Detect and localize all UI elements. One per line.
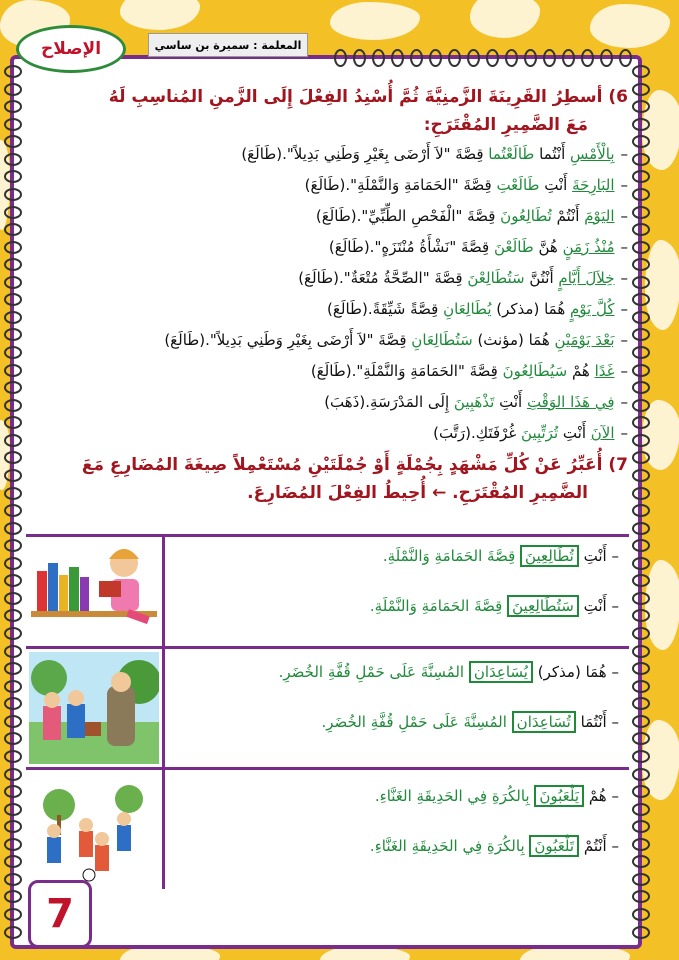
answer-line: –بَعْدَ يَوْمَيْنِ هُمَا (مؤنث) سَتُطَالِعَانِ قِصَّةَ "لاَ أَرْضَى بِغَيْرِ وَطَنِي بَدِيلاً".(طَالَعَ)	[164, 331, 628, 349]
conjugated-verb: سَتُطَالِعْنَ	[467, 269, 525, 287]
pronoun: أَنْتِ	[583, 597, 607, 615]
conjugated-verb: يُطَالِعَانِ	[443, 300, 492, 318]
circled-verb: تَلْعَبُونَ	[529, 835, 579, 857]
children-playing-football-illustration	[26, 772, 162, 888]
time-marker: كُلَّ يَوْمٍ	[570, 300, 615, 318]
answer-lines	[48, 139, 628, 449]
time-marker: البَارِحَةَ	[572, 176, 615, 194]
line-rest: قِصَّةَ "الْفَحْصِ الطِّبِّيِّ".(طَالَعَ)	[315, 207, 501, 225]
line-rest: إِلَى المَدْرَسَةِ.(ذَهَبَ)	[324, 393, 454, 411]
sentence-rest: بِالكُرَةِ فِي الحَدِيقَةِ الغَنَّاءِ.	[369, 837, 525, 855]
line-rest: قِصَّةَ "نَشْأَةُ مُنْتَزَهٍ".(طَالَعَ)	[328, 238, 494, 256]
conjugated-verb: طَالَعْتُما	[488, 145, 535, 163]
circled-verb: سَتُطَالِعِينَ	[507, 595, 579, 617]
girl-reading-illustration	[26, 538, 162, 644]
pronoun: هُنَّ	[533, 238, 563, 256]
scene-sentence: – أَنْتِ سَتُطَالِعِينَ قِصَّةَ الحَمَامَةِ وَالنَّمْلَةِ.	[369, 597, 619, 615]
circled-verb: تُسَاعِدَانِ	[512, 711, 576, 733]
line-rest: قِصَّةَ "الحَمَامَةِ وَالنَّمْلَةِ".(طَالَعَ)	[310, 362, 503, 380]
correction-badge: الإصلاح	[16, 25, 126, 73]
answer-line: –غَدًا هُمْ سَيُطَالِعُونَ قِصَّةَ "الحَمَامَةِ وَالنَّمْلَةِ".(طَالَعَ)	[310, 362, 628, 380]
scene-sentence: – هُمَا (مذكر) يُسَاعِدَانِ المُسِنَّةَ عَلَى حَمْلِ قُفَّةِ الخُضَرِ.	[278, 663, 619, 681]
sentence-rest: قِصَّةَ الحَمَامَةِ وَالنَّمْلَةِ.	[382, 547, 516, 565]
question-6-title-cont: مَعَ الضَّمِيرِ المُقْتَرَحِ:	[423, 115, 588, 135]
circled-verb: تُطَالِعِينَ	[520, 545, 579, 567]
line-rest: غُرْفَتَكِ.(رَتَّبَ)	[433, 424, 522, 442]
pronoun: أَنْتِ	[539, 176, 573, 194]
sentence-rest: المُسِنَّةَ عَلَى حَمْلِ قُفَّةِ الخُضَرِ.	[278, 663, 465, 681]
answer-line: –بِالْأَمْسِ أَنْتُما طَالَعْتُما قِصَّةَ "لاَ أَرْضَى بِغَيْرِ وَطَنِي بَدِيلاً".(طَالَعَ)	[241, 145, 628, 163]
spiral-binding-top	[334, 49, 632, 65]
conjugated-verb: طَالَعْنَ	[493, 238, 534, 256]
time-marker: غَدًا	[594, 362, 615, 380]
line-rest: قِصَّةَ "لاَ أَرْضَى بِغَيْرِ وَطَنِي بَدِيلاً".(طَالَعَ)	[241, 145, 489, 163]
circled-verb: يُسَاعِدَانِ	[469, 661, 533, 683]
scenes-table	[26, 534, 629, 889]
scene-sentence: – أَنْتُمَا تُسَاعِدَانِ المُسِنَّةَ عَلَى حَمْلِ قُفَّةِ الخُضَرِ.	[321, 713, 619, 731]
circled-verb: يَلْعَبُونَ	[534, 785, 584, 807]
pronoun: هُمْ	[567, 362, 595, 380]
time-marker: بَعْدَ يَوْمَيْنِ	[554, 331, 615, 349]
line-rest: قِصَّةَ "الحَمَامَةِ وَالنَّمْلَةِ".(طَالَعَ)	[304, 176, 497, 194]
pronoun: أَنْتِ	[494, 393, 527, 411]
spiral-binding-left	[4, 65, 20, 939]
pronoun: أَنْتُنَّ	[524, 269, 559, 287]
pronoun: أَنْتِ	[558, 424, 591, 442]
answer-line: –الآنَ أَنْتِ تُرَتِّبِينَ غُرْفَتَكِ.(رَتَّبَ)	[433, 424, 628, 442]
answer-line: –خِلاَلَ أَيَّامٍ أَنْتُنَّ سَتُطَالِعْنَ قِصَّةَ "الصِّحَّةُ مُتْعَةٌ".(طَالَعَ)	[298, 269, 628, 287]
time-marker: الآنَ	[590, 424, 615, 442]
sentence-rest: المُسِنَّةَ عَلَى حَمْلِ قُفَّةِ الخُضَرِ.	[321, 713, 507, 731]
answer-line: –فِي هَذَا الوَقْتِ أَنْتِ تَذْهَبِينَ إِلَى المَدْرَسَةِ.(ذَهَبَ)	[324, 393, 628, 411]
conjugated-verb: تُطَالِعُونَ	[500, 207, 552, 225]
time-marker: اليَوْمَ	[584, 207, 615, 225]
time-marker: فِي هَذَا الوَقْتِ	[526, 393, 615, 411]
conjugated-verb: تُرَتِّبِينَ	[521, 424, 559, 442]
scene-sentence: – أَنْتِ تُطَالِعِينَ قِصَّةَ الحَمَامَةِ وَالنَّمْلَةِ.	[382, 547, 619, 565]
sentence-rest: بِالكُرَةِ فِي الحَدِيقَةِ الغَنَّاءِ.	[374, 787, 530, 805]
answer-line: –اليَوْمَ أَنْتُمْ تُطَالِعُونَ قِصَّةَ "الْفَحْصِ الطِّبِّيِّ".(طَالَعَ)	[315, 207, 628, 225]
page-number: 7	[28, 880, 92, 948]
answer-line: –البَارِحَةَ أَنْتِ طَالَعْتِ قِصَّةَ "الحَمَامَةِ وَالنَّمْلَةِ".(طَالَعَ)	[304, 176, 628, 194]
pronoun: هُمَا (مذكر)	[537, 663, 607, 681]
spiral-binding-right	[632, 65, 648, 939]
pronoun: أَنْتُمَا	[580, 713, 607, 731]
teacher-name: المعلمة : سميرة بن ساسي	[148, 33, 308, 57]
pronoun: هُمَا (مذكر)	[491, 300, 571, 318]
sentence-rest: قِصَّةَ الحَمَامَةِ وَالنَّمْلَةِ.	[369, 597, 503, 615]
children-helping-old-woman-illustration	[26, 650, 162, 766]
scene-sentence: – أَنْتُمْ تَلْعَبُونَ بِالكُرَةِ فِي الحَدِيقَةِ الغَنَّاءِ.	[369, 837, 619, 855]
scene-sentence: – هُمْ يَلْعَبُونَ بِالكُرَةِ فِي الحَدِيقَةِ الغَنَّاءِ.	[374, 787, 619, 805]
pronoun: هُمَا (مؤنث)	[472, 331, 555, 349]
conjugated-verb: سَتُطَالِعَانِ	[411, 331, 473, 349]
conjugated-verb: سَيُطَالِعُونَ	[502, 362, 568, 380]
line-rest: قِصَّةً شَيِّقَةً.(طَالَعَ)	[327, 300, 444, 318]
pronoun: أَنْتُمْ	[583, 837, 607, 855]
pronoun: هُمْ	[588, 787, 607, 805]
question-7-title: 7) أُعَبِّرُ عَنْ كُلِّ مَشْهَدٍ بِجُمْلَةٍ أَوْ جُمْلَتَيْنِ مُسْتَعْمِلاً صِيغَةَ المُضَارِعِ مَعَ	[81, 455, 628, 475]
time-marker: خِلاَلَ أَيَّامٍ	[558, 269, 615, 287]
answer-line: –مُنْذُ زَمَنٍ هُنَّ طَالَعْنَ قِصَّةَ "نَشْأَةُ مُنْتَزَهٍ".(طَالَعَ)	[328, 238, 628, 256]
line-rest: قِصَّةَ "الصِّحَّةُ مُتْعَةٌ".(طَالَعَ)	[298, 269, 468, 287]
conjugated-verb: تَذْهَبِينَ	[453, 393, 495, 411]
pronoun: أَنْتُما	[534, 145, 571, 163]
question-6-title: 6) أسطِرُ القَرِينَةَ الزَّمنِيَّةَ ثُمَّ أُسْنِدُ الفِعْلَ إِلَى الزَّمنِ المُناسِبِ لَهُ	[108, 87, 628, 107]
pronoun: أَنْتِ	[583, 547, 607, 565]
pronoun: أَنْتُمْ	[551, 207, 585, 225]
question-7-title-cont: الضَّمِيرِ المُقْتَرَحِ. ← أُحِيطُ الفِعْلَ المُضَارِعَ.	[247, 483, 588, 503]
line-rest: قِصَّةَ "لاَ أَرْضَى بِغَيْرِ وَطَنِي بَدِيلاً".(طَالَعَ)	[164, 331, 412, 349]
table-divider	[162, 534, 165, 889]
time-marker: بِالْأَمْسِ	[570, 145, 615, 163]
conjugated-verb: طَالَعْتِ	[496, 176, 540, 194]
answer-line: –كُلَّ يَوْمٍ هُمَا (مذكر) يُطَالِعَانِ قِصَّةً شَيِّقَةً.(طَالَعَ)	[327, 300, 628, 318]
time-marker: مُنْذُ زَمَنٍ	[562, 238, 615, 256]
